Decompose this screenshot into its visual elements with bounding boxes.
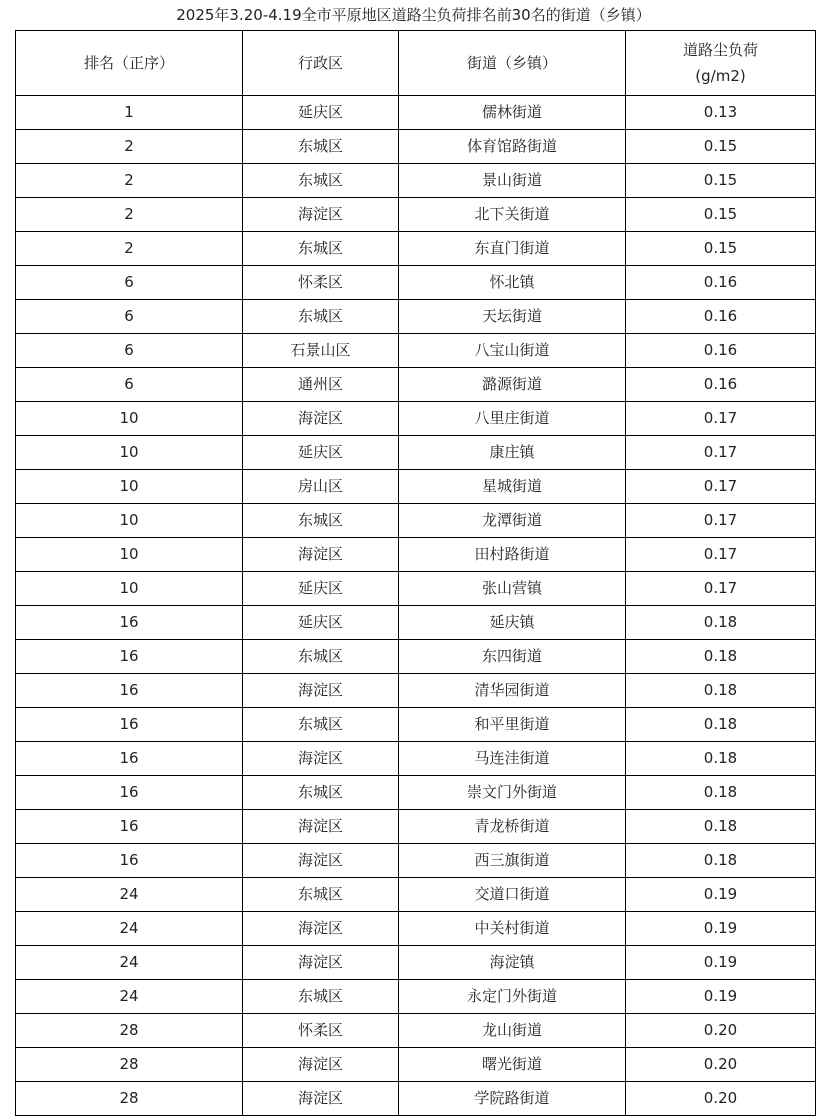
table-row: [16, 606, 816, 640]
district-cell: 东城区: [243, 232, 399, 266]
street-cell: 景山街道: [399, 164, 626, 198]
district-cell: 海淀区: [243, 1082, 399, 1116]
street-cell: 天坛街道: [399, 300, 626, 334]
rank-cell: 24: [16, 980, 243, 1014]
district-cell: 延庆区: [243, 96, 399, 130]
street-cell: 北下关街道: [399, 198, 626, 232]
table-row: [16, 980, 816, 1014]
dust-load-cell: 0.16: [626, 300, 816, 334]
header-road-dust-load: [626, 31, 816, 96]
table-row: [16, 878, 816, 912]
district-cell: 海淀区: [243, 402, 399, 436]
dust-load-cell: 0.20: [626, 1048, 816, 1082]
district-cell: 海淀区: [243, 844, 399, 878]
street-cell: 八宝山街道: [399, 334, 626, 368]
district-cell: 海淀区: [243, 946, 399, 980]
rank-cell: 6: [16, 368, 243, 402]
table-row: [16, 810, 816, 844]
dust-load-cell: 0.17: [626, 436, 816, 470]
dust-load-cell: 0.19: [626, 878, 816, 912]
street-cell: 星城街道: [399, 470, 626, 504]
district-cell: 海淀区: [243, 810, 399, 844]
rank-cell: 10: [16, 402, 243, 436]
rank-cell: 2: [16, 232, 243, 266]
street-cell: 潞源街道: [399, 368, 626, 402]
header-road-dust-load-label: 道路尘负荷: [682, 41, 758, 59]
street-cell: 中关村街道: [399, 912, 626, 946]
dust-load-cell: 0.18: [626, 640, 816, 674]
dust-load-cell: 0.13: [626, 96, 816, 130]
table-row: [16, 266, 816, 300]
street-cell: 曙光街道: [399, 1048, 626, 1082]
header-district: 行政区: [243, 31, 399, 96]
rank-cell: 28: [16, 1014, 243, 1048]
table-row: [16, 300, 816, 334]
district-cell: 怀柔区: [243, 1014, 399, 1048]
header-street: 街道（乡镇）: [399, 31, 626, 96]
rank-cell: 10: [16, 572, 243, 606]
rank-cell: 6: [16, 266, 243, 300]
table-row: [16, 776, 816, 810]
dust-load-cell: 0.18: [626, 742, 816, 776]
rank-cell: 6: [16, 300, 243, 334]
street-cell: 田村路街道: [399, 538, 626, 572]
header-rank: 排名（正序）: [16, 31, 243, 96]
district-cell: 东城区: [243, 980, 399, 1014]
dust-load-cell: 0.19: [626, 946, 816, 980]
rank-cell: 10: [16, 538, 243, 572]
district-cell: 东城区: [243, 300, 399, 334]
table-header: [16, 31, 816, 96]
rank-cell: 10: [16, 436, 243, 470]
dust-load-cell: 0.16: [626, 368, 816, 402]
table-row: [16, 504, 816, 538]
table-row: [16, 164, 816, 198]
dust-load-cell: 0.15: [626, 130, 816, 164]
page-title: 2025年3.20-4.19全市平原地区道路尘负荷排名前30名的街道（乡镇）: [176, 6, 651, 24]
rank-cell: 2: [16, 130, 243, 164]
district-cell: 东城区: [243, 708, 399, 742]
table-row: [16, 334, 816, 368]
street-cell: 和平里街道: [399, 708, 626, 742]
rank-cell: 24: [16, 878, 243, 912]
table-row: [16, 708, 816, 742]
rank-cell: 28: [16, 1082, 243, 1116]
header-road-dust-load-unit: (g/m2): [695, 67, 746, 85]
district-cell: 延庆区: [243, 572, 399, 606]
dust-load-cell: 0.17: [626, 504, 816, 538]
table-row: [16, 640, 816, 674]
rank-cell: 16: [16, 674, 243, 708]
dust-load-cell: 0.19: [626, 980, 816, 1014]
dust-load-cell: 0.15: [626, 198, 816, 232]
dust-load-cell: 0.18: [626, 776, 816, 810]
rank-cell: 24: [16, 912, 243, 946]
table-row: [16, 436, 816, 470]
table-row: [16, 844, 816, 878]
dust-load-cell: 0.20: [626, 1082, 816, 1116]
street-cell: 西三旗街道: [399, 844, 626, 878]
district-cell: 海淀区: [243, 742, 399, 776]
header-row: [16, 31, 816, 96]
rank-cell: 1: [16, 96, 243, 130]
dust-load-cell: 0.18: [626, 708, 816, 742]
district-cell: 东城区: [243, 878, 399, 912]
district-cell: 延庆区: [243, 436, 399, 470]
district-cell: 怀柔区: [243, 266, 399, 300]
dust-load-cell: 0.15: [626, 232, 816, 266]
district-cell: 东城区: [243, 130, 399, 164]
district-cell: 海淀区: [243, 538, 399, 572]
rank-cell: 6: [16, 334, 243, 368]
dust-load-cell: 0.16: [626, 334, 816, 368]
rank-cell: 10: [16, 470, 243, 504]
street-cell: 学院路街道: [399, 1082, 626, 1116]
district-cell: 通州区: [243, 368, 399, 402]
dust-load-cell: 0.18: [626, 844, 816, 878]
rank-cell: 2: [16, 164, 243, 198]
table-row: [16, 470, 816, 504]
table-body: [16, 96, 816, 1116]
street-cell: 海淀镇: [399, 946, 626, 980]
dust-load-cell: 0.16: [626, 266, 816, 300]
table-row: [16, 232, 816, 266]
street-cell: 东直门街道: [399, 232, 626, 266]
table-row: [16, 674, 816, 708]
rank-cell: 28: [16, 1048, 243, 1082]
district-cell: 东城区: [243, 504, 399, 538]
table-row: [16, 1082, 816, 1116]
table-row: [16, 198, 816, 232]
dust-load-cell: 0.19: [626, 912, 816, 946]
rank-cell: 2: [16, 198, 243, 232]
street-cell: 崇文门外街道: [399, 776, 626, 810]
table-row: [16, 1014, 816, 1048]
district-cell: 房山区: [243, 470, 399, 504]
street-cell: 龙潭街道: [399, 504, 626, 538]
rank-cell: 16: [16, 844, 243, 878]
district-cell: 石景山区: [243, 334, 399, 368]
table-row: [16, 912, 816, 946]
rank-cell: 16: [16, 742, 243, 776]
dust-load-cell: 0.17: [626, 538, 816, 572]
rank-cell: 16: [16, 606, 243, 640]
rank-cell: 16: [16, 640, 243, 674]
table-row: [16, 946, 816, 980]
table-row: [16, 96, 816, 130]
rank-cell: 10: [16, 504, 243, 538]
dust-load-cell: 0.15: [626, 164, 816, 198]
dust-load-cell: 0.20: [626, 1014, 816, 1048]
rank-cell: 24: [16, 946, 243, 980]
street-cell: 交道口街道: [399, 878, 626, 912]
street-cell: 青龙桥街道: [399, 810, 626, 844]
dust-load-cell: 0.17: [626, 572, 816, 606]
table-row: [16, 538, 816, 572]
district-cell: 海淀区: [243, 1048, 399, 1082]
street-cell: 康庄镇: [399, 436, 626, 470]
street-cell: 张山营镇: [399, 572, 626, 606]
dust-load-cell: 0.18: [626, 674, 816, 708]
street-cell: 龙山街道: [399, 1014, 626, 1048]
dust-load-cell: 0.18: [626, 606, 816, 640]
ranking-table: [15, 30, 816, 1116]
dust-load-cell: 0.18: [626, 810, 816, 844]
street-cell: 永定门外街道: [399, 980, 626, 1014]
table-row: [16, 130, 816, 164]
table-row: [16, 742, 816, 776]
rank-cell: 16: [16, 810, 243, 844]
street-cell: 体育馆路街道: [399, 130, 626, 164]
table-row: [16, 1048, 816, 1082]
table-row: [16, 402, 816, 436]
street-cell: 八里庄街道: [399, 402, 626, 436]
rank-cell: 16: [16, 708, 243, 742]
district-cell: 延庆区: [243, 606, 399, 640]
street-cell: 东四街道: [399, 640, 626, 674]
street-cell: 怀北镇: [399, 266, 626, 300]
street-cell: 马连洼街道: [399, 742, 626, 776]
district-cell: 海淀区: [243, 198, 399, 232]
table-row: [16, 368, 816, 402]
district-cell: 东城区: [243, 640, 399, 674]
district-cell: 东城区: [243, 164, 399, 198]
rank-cell: 16: [16, 776, 243, 810]
street-cell: 儒林街道: [399, 96, 626, 130]
dust-load-cell: 0.17: [626, 402, 816, 436]
district-cell: 海淀区: [243, 912, 399, 946]
dust-load-cell: 0.17: [626, 470, 816, 504]
district-cell: 东城区: [243, 776, 399, 810]
street-cell: 延庆镇: [399, 606, 626, 640]
district-cell: 海淀区: [243, 674, 399, 708]
table-row: [16, 572, 816, 606]
street-cell: 清华园街道: [399, 674, 626, 708]
